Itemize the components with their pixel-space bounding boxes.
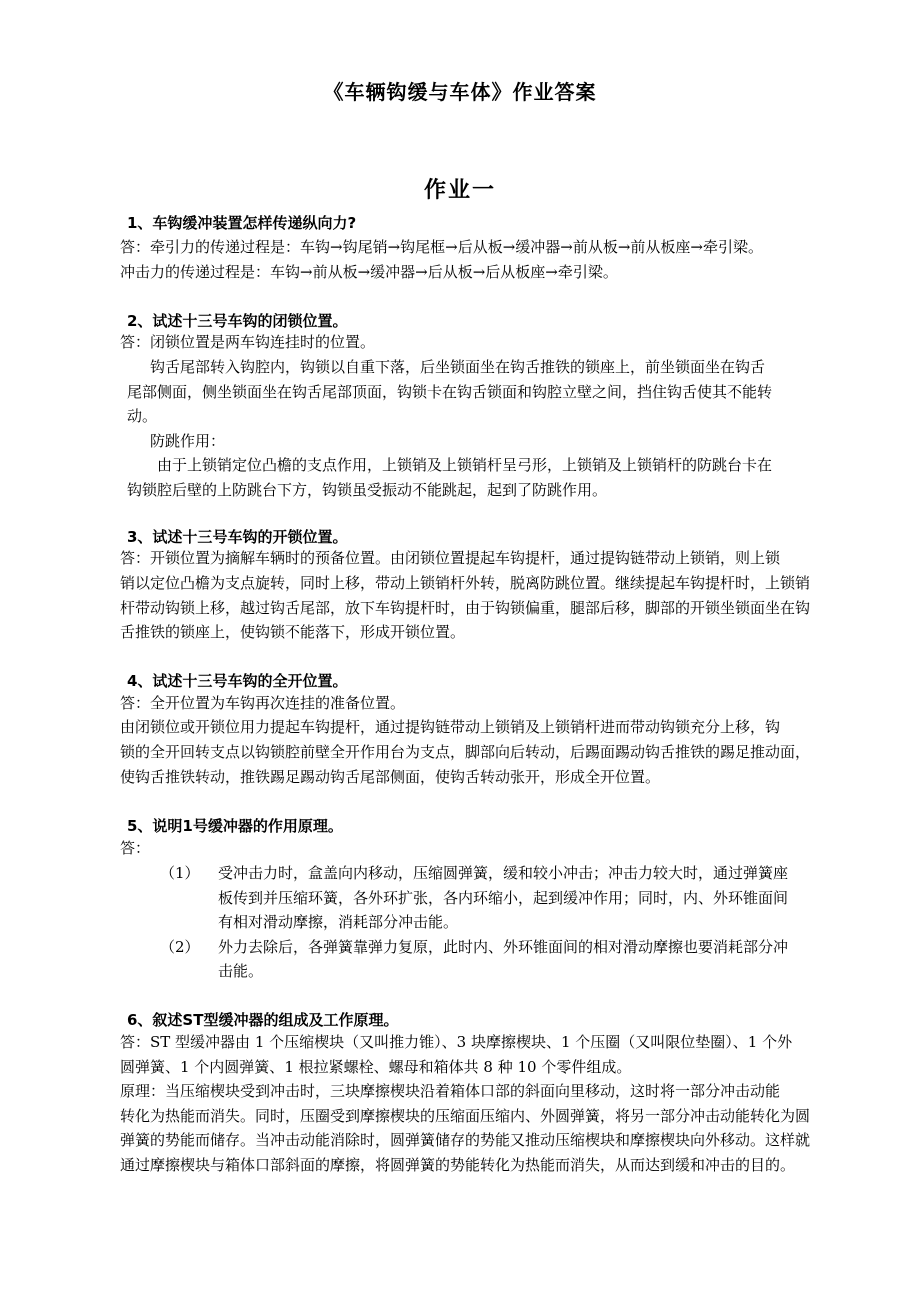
q1-line-2: 冲击力的传递过程是：车钩→前从板→缓冲器→后从板→后从板座→牵引梁。 (120, 263, 618, 281)
q6-line-4: 转化为热能而消失。同时，压圈受到摩擦楔块的压缩面压缩内、外圆弹簧，将另一部分冲击动能转化为圆 (120, 1107, 811, 1125)
q3-line-4: 舌推铁的锁座上，使钩锁不能落下，形成开锁位置。 (120, 623, 466, 641)
q5-item-1-line-2: 板传到并压缩环簧，各外环扩张，各内环缩小，起到缓冲作用；同时，内、外环锥面间 (218, 889, 789, 907)
question-5-heading: 5、说明1号缓冲器的作用原理。 (127, 817, 343, 835)
q6-line-3: 原理：当压缩楔块受到冲击时，三块摩擦楔块沿着箱体口部的斜面向里移动，这时将一部分冲击动能 (120, 1082, 781, 1100)
section-title: 作业一 (423, 178, 496, 203)
q5-item-1-line-1: 受冲击力时，盒盖向内移动，压缩圆弹簧，缓和较小冲击；冲击力较大时，通过弹簧座 (218, 864, 789, 882)
document-title: 《车辆钩缓与车体》作业答案 (323, 80, 597, 104)
q2-line-1: 答：闭锁位置是两车钩连挂时的位置。 (120, 333, 376, 351)
q3-line-3: 杆带动钩锁上移，越过钩舌尾部，放下车钩提杆时，由于钩锁偏重，腿部后移，脚部的开锁坐锁面坐在钩 (120, 599, 811, 617)
question-1-heading: 1、车钩缓冲装置怎样传递纵向力? (127, 214, 357, 232)
q6-line-5: 弹簧的势能而储存。当冲击动能消除时，圆弹簧储存的势能又推动压缩楔块和摩擦楔块向外移动。这样就 (120, 1131, 811, 1149)
question-2-heading: 2、试述十三号车钩的闭锁位置。 (127, 312, 348, 330)
question-6-heading: 6、叙述ST型缓冲器的组成及工作原理。 (127, 1011, 399, 1029)
q1-line-1: 答：牵引力的传递过程是：车钩→钩尾销→钩尾框→后从板→缓冲器→前从板→前从板座→牵引梁。 (120, 238, 763, 256)
q5-answer-label: 答： (120, 839, 151, 857)
q5-item-2-line-2: 击能。 (218, 962, 264, 980)
q5-item-1-number: （1） (160, 864, 200, 882)
q2-line-6: 由于上锁销定位凸檐的支点作用，上锁销及上锁销杆呈弓形，上锁销及上锁销杆的防跳台卡在 (157, 456, 773, 474)
q6-line-2: 圆弹簧、1 个内圆弹簧、1 根拉紧螺栓、螺母和箱体共 8 种 10 个零件组成。 (120, 1058, 632, 1076)
q2-line-5: 防跳作用： (150, 432, 226, 450)
q2-line-3: 尾部侧面，侧坐锁面坐在钩舌尾部顶面，钩锁卡在钩舌锁面和钩腔立壁之间，挡住钩舌使其不能转 (127, 383, 773, 401)
q6-line-1: 答：ST 型缓冲器由 1 个压缩楔块（又叫推力锥）、3 块摩擦楔块、1 个压圈（又叫限位垫圈）、1 个外 (120, 1033, 793, 1051)
q4-line-4: 使钩舌推铁转动，推铁踢足踢动钩舌尾部侧面，使钩舌转动张开，形成全开位置。 (120, 768, 661, 786)
q2-line-7: 钩锁腔后壁的上防跳台下方，钩锁虽受振动不能跳起，起到了防跳作用。 (127, 481, 608, 499)
q5-item-2-line-1: 外力去除后，各弹簧靠弹力复原，此时内、外环锥面间的相对滑动摩擦也要消耗部分冲 (218, 938, 789, 956)
question-3-heading: 3、试述十三号车钩的开锁位置。 (127, 528, 348, 546)
q5-item-1-line-3: 有相对滑动摩擦，消耗部分冲击能。 (218, 913, 459, 931)
q4-line-2: 由闭锁位或开锁位用力提起车钩提杆，通过提钩链带动上锁销及上锁销杆进而带动钩锁充分上移，钩 (120, 718, 781, 736)
q3-line-2: 销以定位凸檐为支点旋转，同时上移，带动上锁销杆外转，脱离防跳位置。继续提起车钩提杆时，上锁销 (120, 574, 811, 592)
q6-line-6: 通过摩擦楔块与箱体口部斜面的摩擦，将圆弹簧的势能转化为热能而消失，从而达到缓和冲击的目的。 (120, 1156, 796, 1174)
q4-line-3: 锁的全开回转支点以钩锁腔前壁全开作用台为支点，脚部向后转动，后踢面踢动钩舌推铁的踢足推动面， (120, 743, 811, 761)
q2-line-4: 动。 (127, 407, 158, 425)
q5-item-2-number: （2） (160, 938, 200, 956)
q3-line-1: 答：开锁位置为摘解车辆时的预备位置。由闭锁位置提起车钩提杆，通过提钩链带动上锁销，则上锁 (120, 549, 781, 567)
question-4-heading: 4、试述十三号车钩的全开位置。 (127, 672, 348, 690)
q4-line-1: 答：全开位置为车钩再次连挂的准备位置。 (120, 694, 406, 712)
q2-line-2: 钩舌尾部转入钩腔内，钩锁以自重下落，后坐锁面坐在钩舌推铁的锁座上，前坐锁面坐在钩舌 (150, 358, 766, 376)
